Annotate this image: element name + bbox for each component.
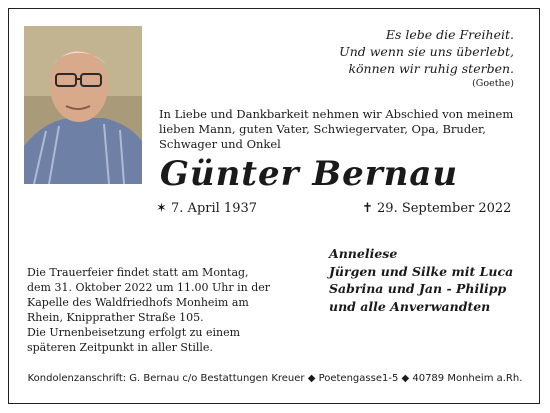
farewell-intro <box>159 107 514 152</box>
ceremony-line: Die Urnenbeisetzung erfolgt zu einem <box>27 326 241 339</box>
ceremony-line: späteren Zeitpunkt in aller Stille. <box>27 341 213 354</box>
ceremony-line: Kapelle des Waldfriedhofs Monheim am <box>27 296 249 309</box>
intro-line: Schwager und Onkel <box>159 137 281 151</box>
goethe-quote <box>254 26 514 91</box>
condolence-address: Kondolenzanschrift: G. Bernau c/o Bestattungen Kreuer ◆ Poetengasse1-5 ◆ 40789 Monheim a.Rh. <box>27 373 523 384</box>
intro-line: In Liebe und Dankbarkeit nehmen wir Abschied von meinem <box>159 107 514 121</box>
deceased-name: Günter Bernau <box>159 154 459 194</box>
quote-line: Es lebe die Freiheit. <box>385 27 514 42</box>
mourner-line: Sabrina und Jan - Philipp <box>329 281 507 296</box>
ceremony-details <box>27 265 277 355</box>
quote-author: (Goethe) <box>472 78 514 89</box>
ceremony-line: dem 31. Oktober 2022 um 11.00 Uhr in der <box>27 281 271 294</box>
ceremony-line: Rhein, Knipprather Straße 105. <box>27 311 204 324</box>
mourners-list <box>329 245 539 315</box>
mourner-line: Jürgen und Silke mit Luca <box>329 263 514 279</box>
death-date: ✝ 29. September 2022 <box>362 201 512 216</box>
intro-line: lieben Mann, guten Vater, Schwiegervater, Opa, Bruder, <box>159 122 486 136</box>
quote-line: Und wenn sie uns überlebt, <box>339 44 514 59</box>
mourner-line: Anneliese <box>329 246 398 261</box>
birth-date: ✶ 7. April 1937 <box>156 201 258 216</box>
mourner-line: und alle Anverwandten <box>329 298 491 314</box>
ceremony-line: Die Trauerfeier findet statt am Montag, <box>27 266 249 279</box>
quote-line: können wir ruhig sterben. <box>348 61 514 76</box>
